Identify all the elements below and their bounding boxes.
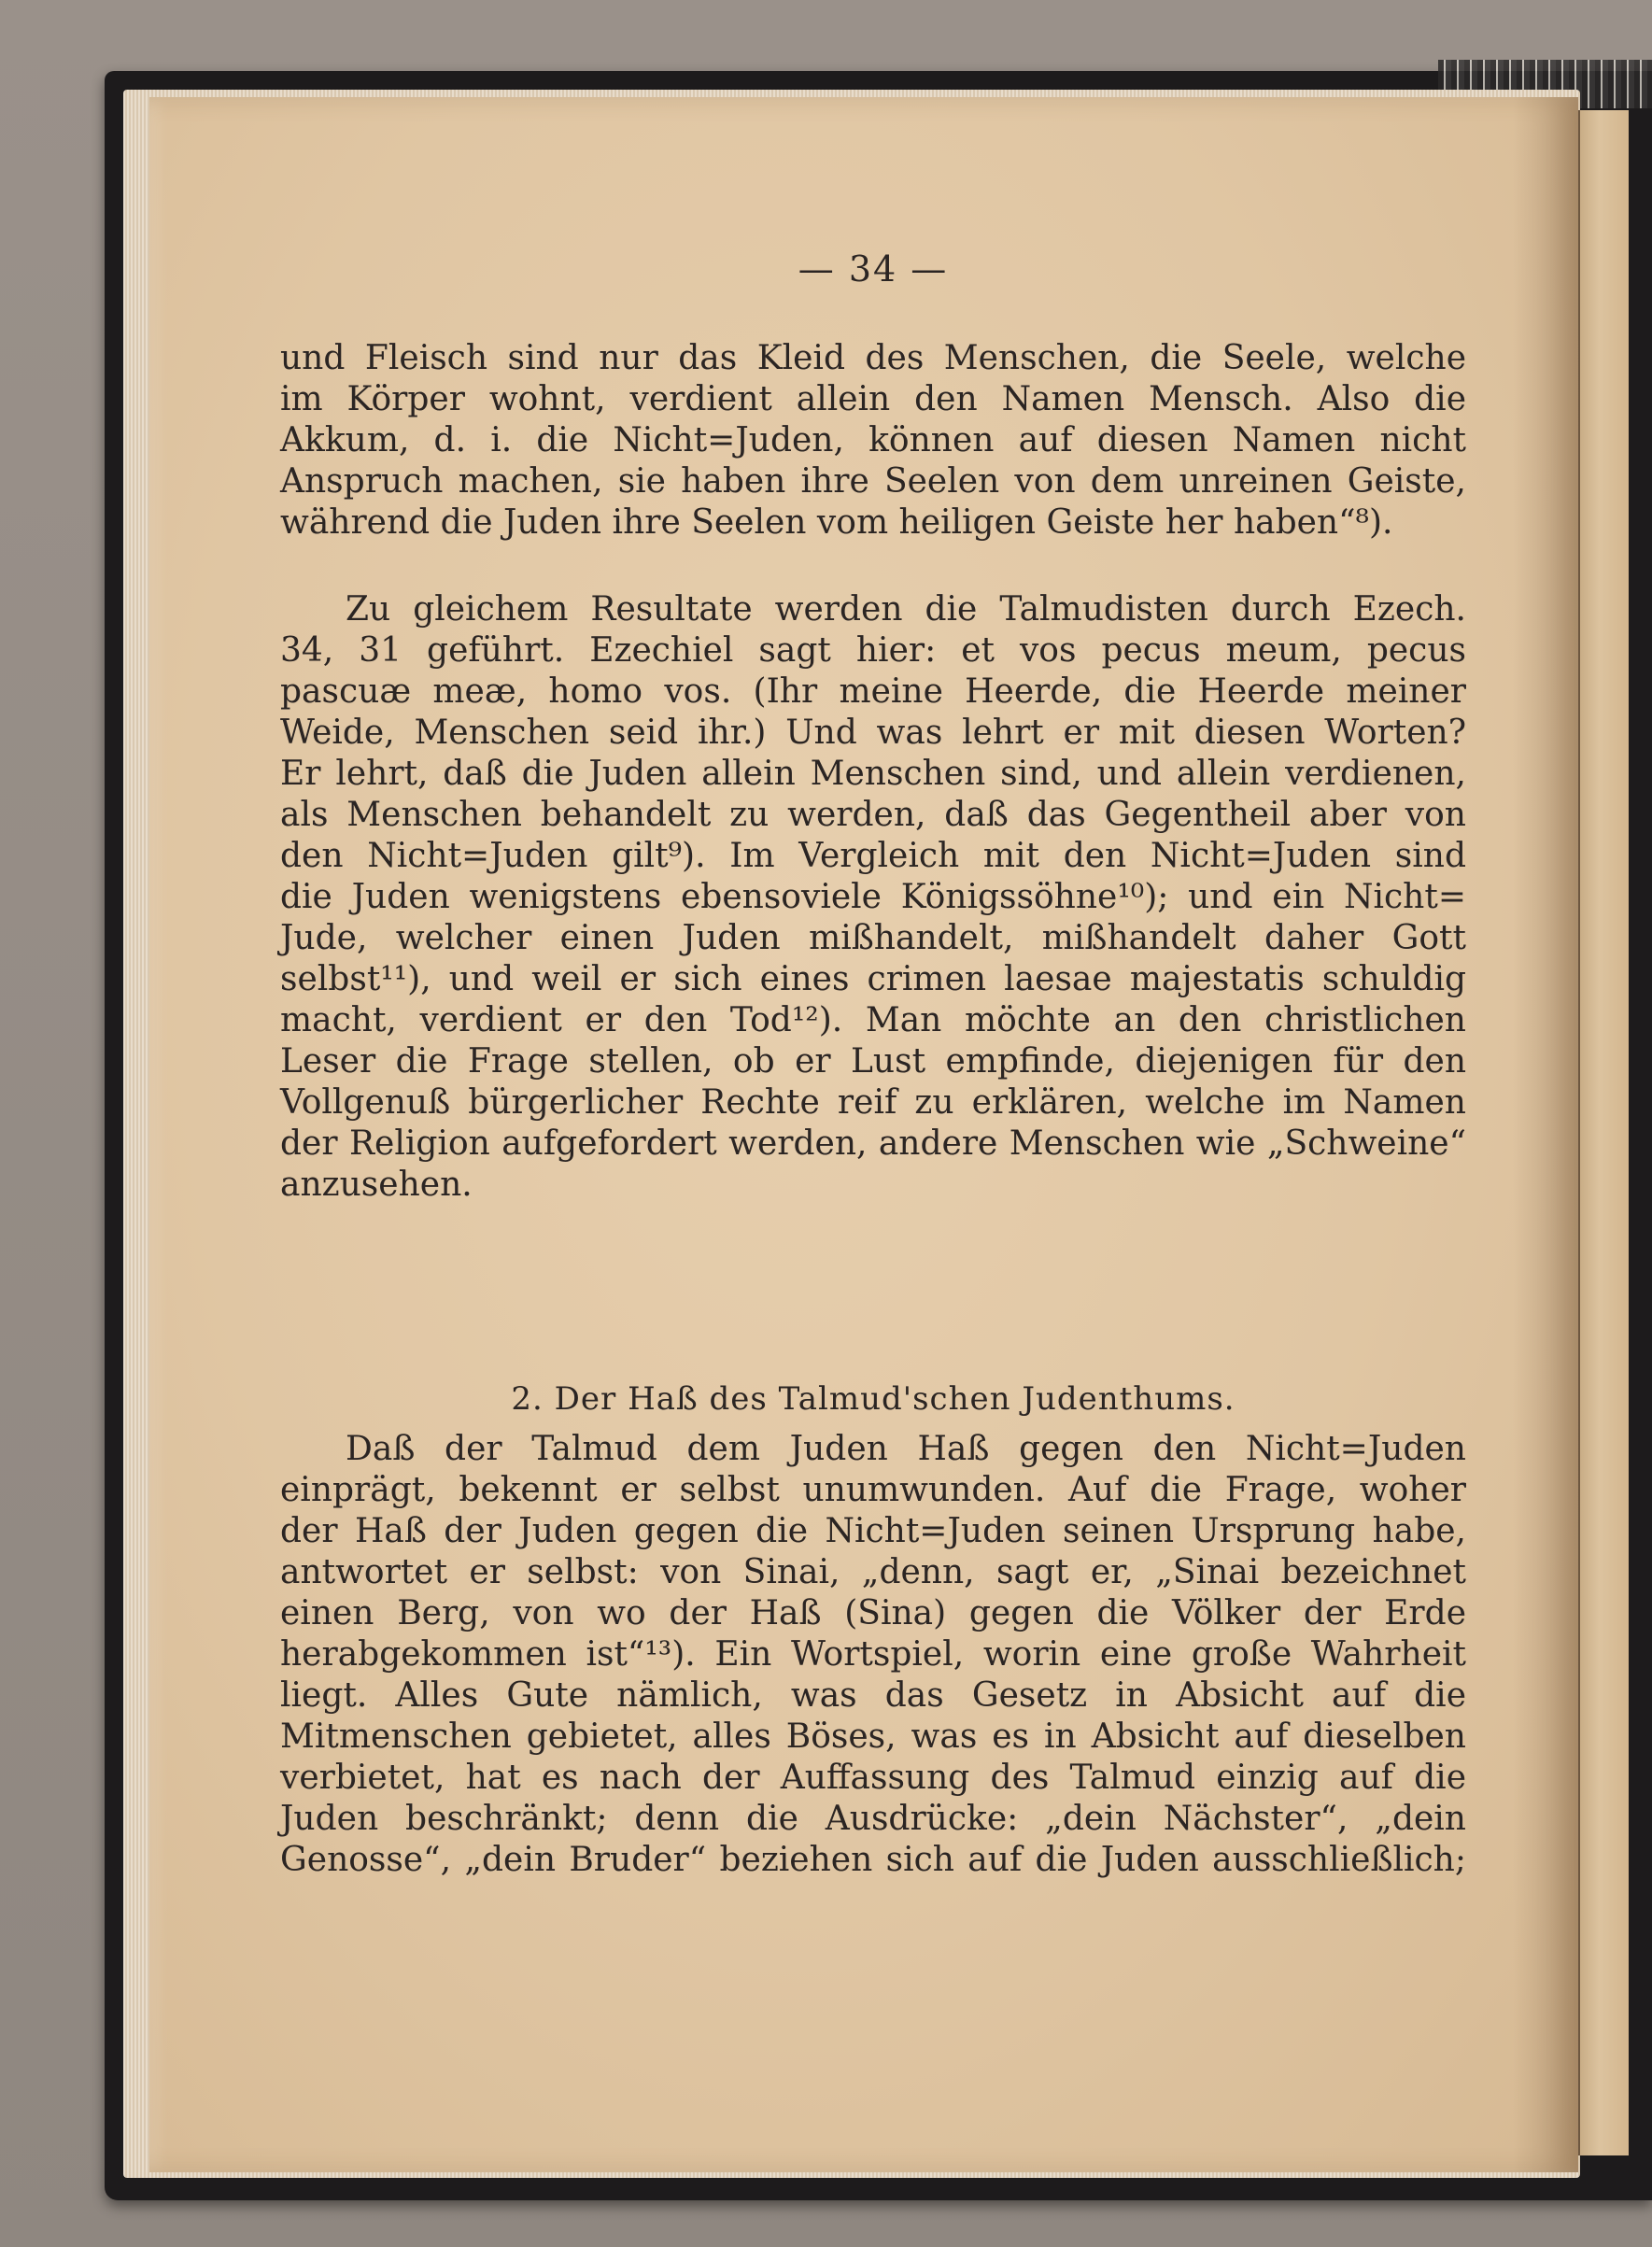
text-line: die Juden wenigstens ebensoviele Königssöhne¹⁰); und ein Nicht= [280, 878, 1466, 916]
text-line: antwortet er selbst: von Sinai, „denn, sagt er, „Sinai bezeichnet [280, 1553, 1466, 1591]
gutter-shadow [1513, 97, 1578, 2172]
text-line: der Religion aufgefordert werden, andere Menschen wie „Schweine“ [280, 1124, 1466, 1163]
text-line: macht, verdient er den Tod¹²). Man möchte an den christlichen [280, 1001, 1466, 1039]
text-line: anzusehen. [280, 1166, 473, 1204]
text-line: Vollgenuß bürgerlicher Rechte reif zu erklären, welche im Namen [280, 1083, 1466, 1122]
page-number: — 34 — [798, 248, 949, 290]
text-line: selbst¹¹), und weil er sich eines crimen laesae majestatis schuldig [280, 960, 1466, 998]
text-line: im Körper wohnt, verdient allein den Namen Mensch. Also die [280, 380, 1466, 418]
text-line: Jude, welcher einen Juden mißhandelt, mißhandelt daher Gott [280, 919, 1466, 957]
text-line: Genosse“, „dein Bruder“ beziehen sich auf die Juden ausschließlich; [280, 1841, 1466, 1879]
text-line: Juden beschränkt; denn die Ausdrücke: „dein Nächster“, „dein [280, 1800, 1466, 1838]
text-line: den Nicht=Juden gilt⁹). Im Vergleich mit den Nicht=Juden sind [280, 837, 1466, 875]
text-line: pascuæ meæ, homo vos. (Ihr meine Heerde, die Heerde meiner [280, 672, 1466, 711]
adjacent-page-edge [1578, 110, 1629, 2155]
text-line: einprägt, bekennt er selbst unumwunden. Auf die Frage, woher [280, 1471, 1466, 1509]
text-line: Leser die Frage stellen, ob er Lust empfinde, diejenigen für den [280, 1042, 1466, 1081]
text-line: liegt. Alles Gute nämlich, was das Gesetz in Absicht auf die [280, 1676, 1466, 1715]
text-line: Mitmenschen gebietet, alles Böses, was es in Absicht auf dieselben [280, 1717, 1466, 1756]
text-line: 34, 31 geführt. Ezechiel sagt hier: et vos pecus meum, pecus [280, 631, 1466, 670]
text-line: Anspruch machen, sie haben ihre Seelen von dem unreinen Geiste, [280, 462, 1466, 501]
text-line: und Fleisch sind nur das Kleid des Menschen, die Seele, welche [280, 339, 1466, 377]
text-line: Er lehrt, daß die Juden allein Menschen sind, und allein verdienen, [280, 755, 1466, 793]
text-line: während die Juden ihre Seelen vom heiligen Geiste her haben“⁸). [280, 503, 1393, 542]
text-line: einen Berg, von wo der Haß (Sina) gegen die Völker der Erde [280, 1594, 1466, 1632]
text-line: Daß der Talmud dem Juden Haß gegen den Nicht=Juden [346, 1430, 1466, 1468]
text-line: Zu gleichem Resultate werden die Talmudisten durch Ezech. [346, 590, 1466, 629]
section-heading: 2. Der Haß des Talmud'schen Judenthums. [511, 1380, 1235, 1418]
text-line: als Menschen behandelt zu werden, daß das Gegentheil aber von [280, 796, 1466, 834]
text-line: verbietet, hat es nach der Auffassung des Talmud einzig auf die [280, 1759, 1466, 1797]
text-line: Weide, Menschen seid ihr.) Und was lehrt er mit diesen Worten? [280, 714, 1466, 752]
text-line: Akkum, d. i. die Nicht=Juden, können auf diesen Namen nicht [280, 421, 1466, 459]
text-line: herabgekommen ist“¹³). Ein Wortspiel, worin eine große Wahrheit [280, 1635, 1466, 1674]
text-line: der Haß der Juden gegen die Nicht=Juden seinen Ursprung habe, [280, 1512, 1466, 1550]
